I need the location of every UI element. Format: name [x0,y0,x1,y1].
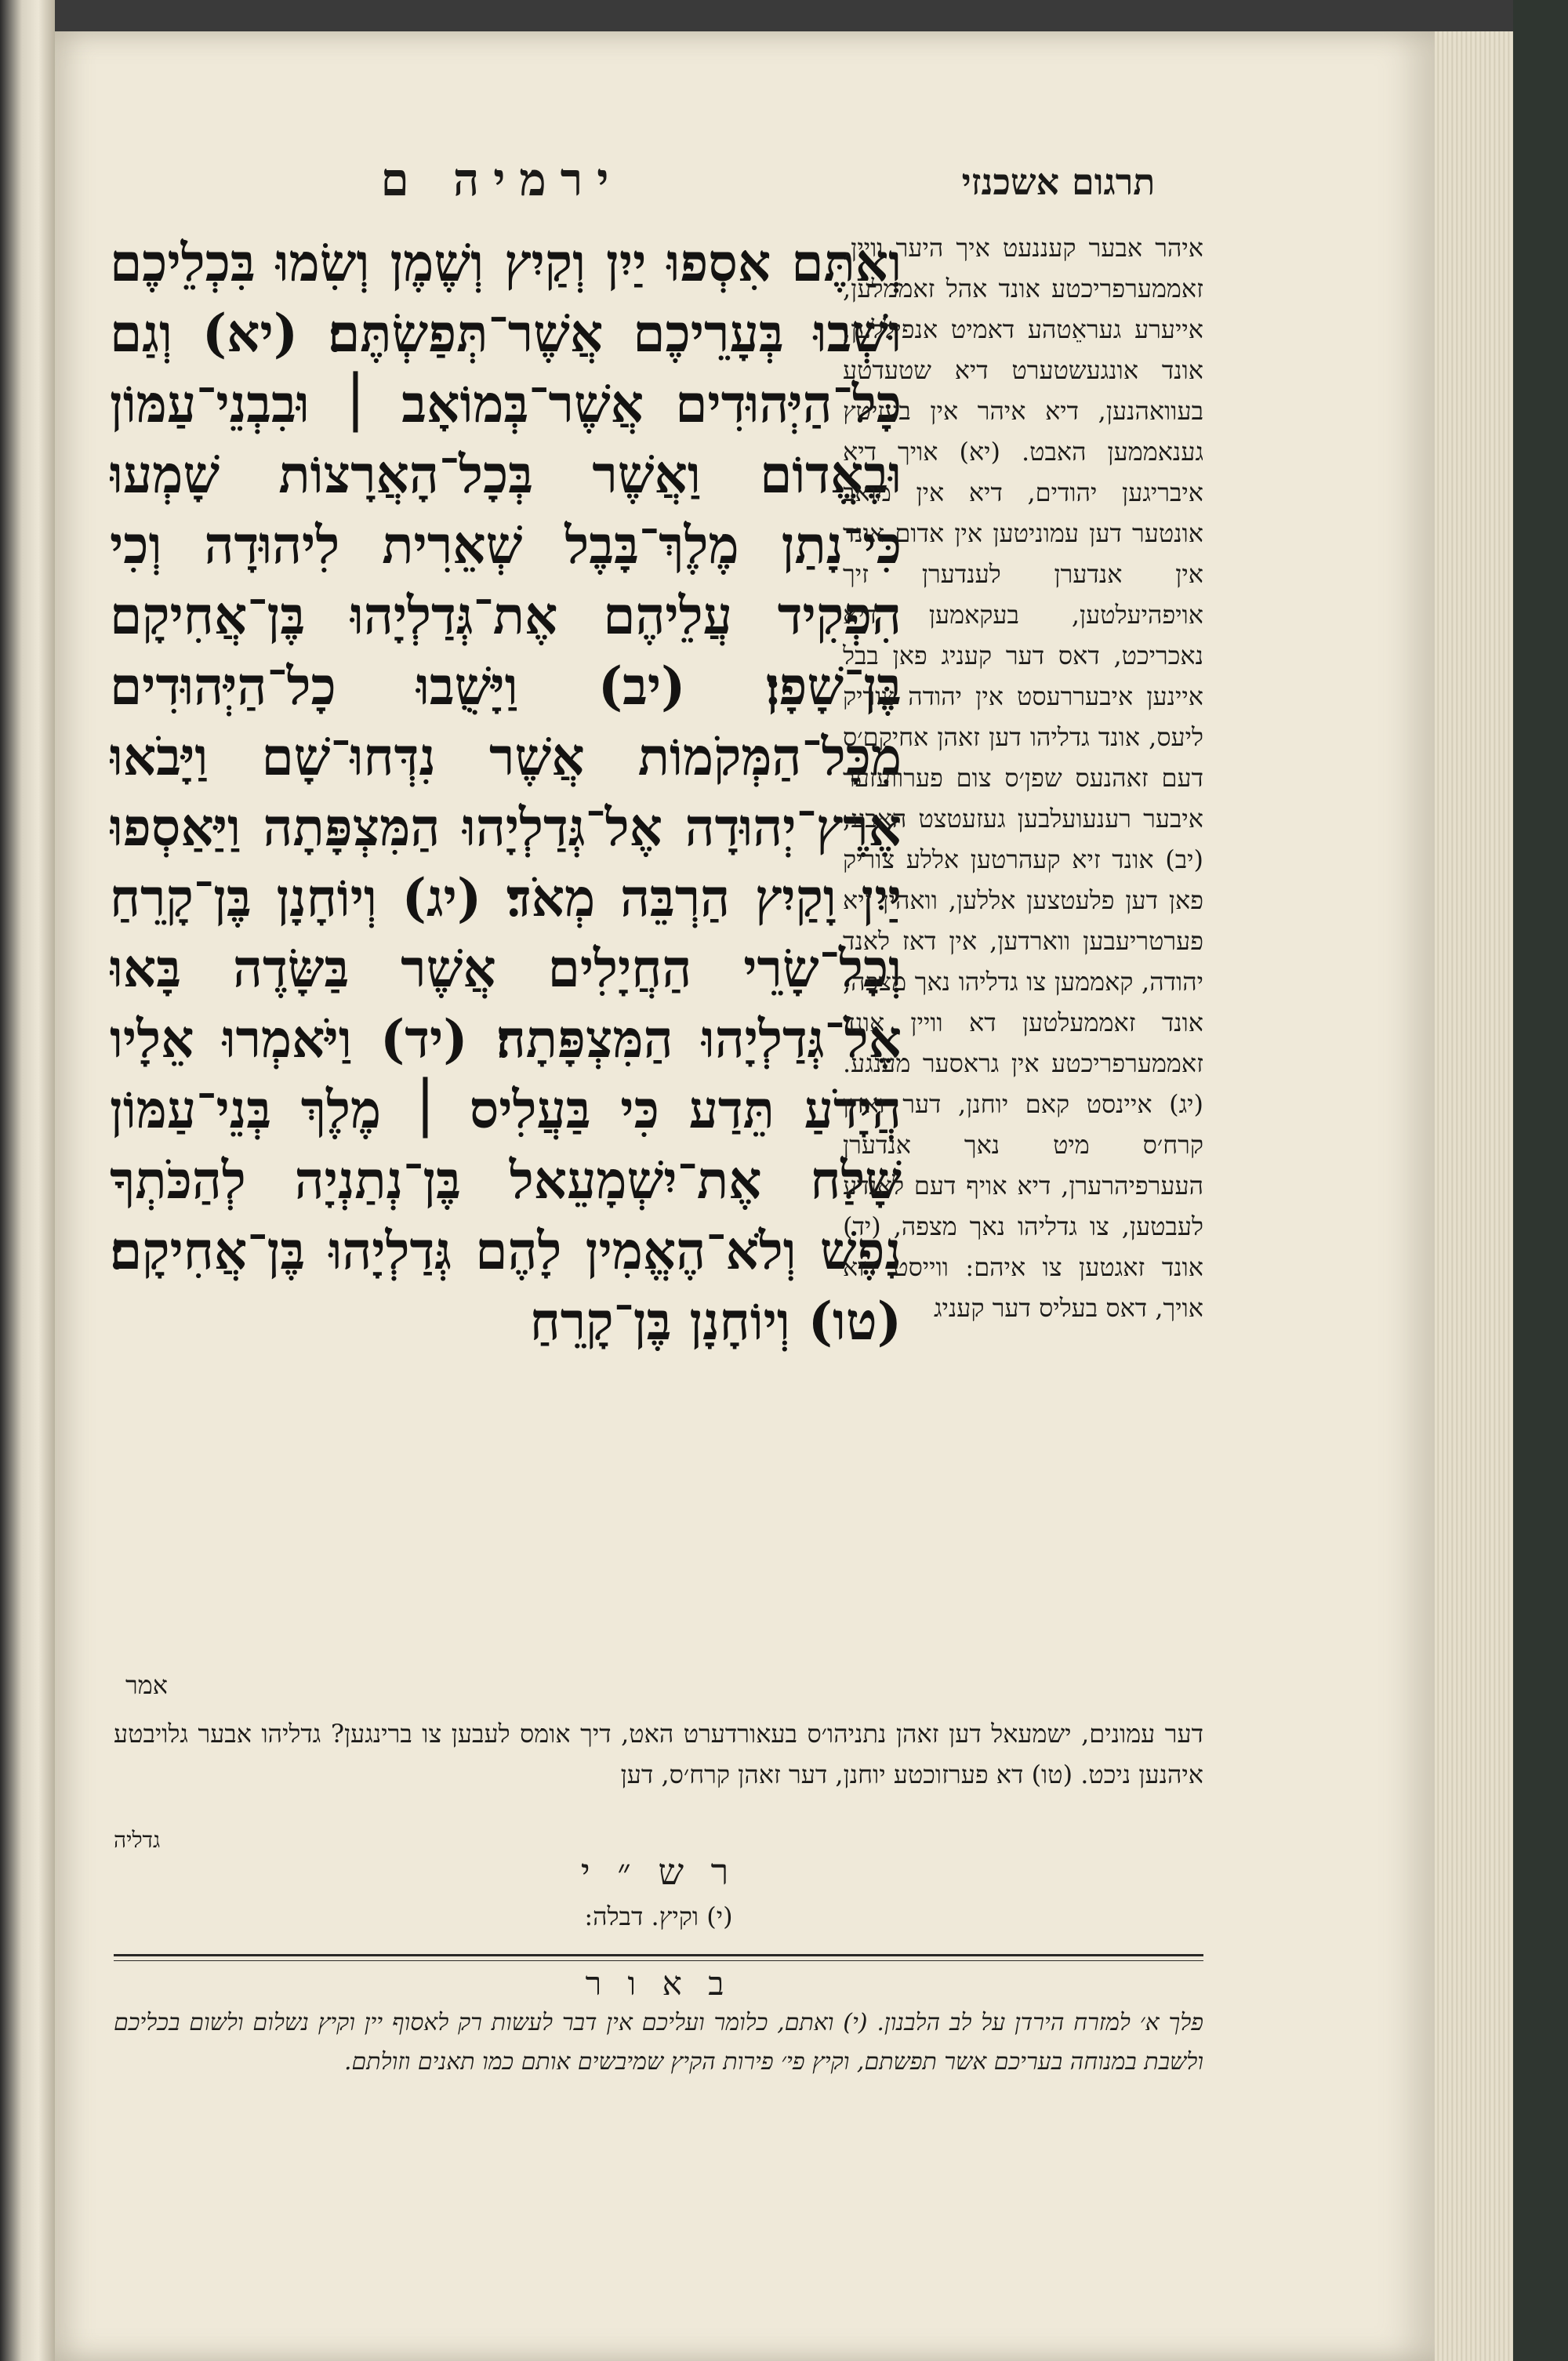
rashi-text: (י) וקיץ. דבלה: [584,1902,733,1931]
page-stack-edge [1435,31,1513,2361]
divider-rule [114,1954,1203,1956]
page-header-book-title: ירמיה ם [380,153,623,206]
rashi-title: ר ש ״ י [580,1851,737,1893]
catchword-main: אמר [125,1670,168,1700]
catchword-translation: גדליה [114,1827,161,1853]
background [1513,0,1568,2361]
divider-rule-thin [114,1960,1203,1961]
page-header-translation-title: תרגום אשכנזי [961,161,1156,203]
left-page-edge [0,0,55,2361]
translation-continuation: דער עמונים, ישמעאל דען זאהן נתניהו׳ס בעאורדערט האט, דיך אומס לעבען צו ברינגען? גדליהו אבער גלויבטע איהנען ניכט. (טו) דא פערזוכטע יוחנן, דער זאהן קרח׳ס, דען [114,1719,1204,1789]
biur-title: ב א ו ר [585,1964,732,2003]
translation-column: איהר אבער קעננעט איך היער וויין, זאממערפריכטע אונד אהל זאממלען, אייערע געראֵטהע דאמיט אנפיללען, אונד אונגעשטערט דיא שטעדטע בעוואהנען, דיא איהר אין בעזיטץ גענאממען האבט. (יא) אויך דיא איבריגען יהודים, דיא אין מואב אונטער דען עמוניטען אין אדום אונד אין אנדערן לענדערן זיך אויפהיעלטען, בעקאמען דיא נאכריכט, דאס דער קעניג פאן בבל איינען איבעררעסט אין יהודה צוריק ליעס, אונד גדליהו דען זאהן אחיקם׳ס דעם זאהנעס שפן׳ס צום פערוועזער איבער רענעועלבען געזעטצט האבע, (יב) אונד זיא קעהרטען אללע צוריק פאן דען פלעטצען אללען, וואהין זיא פערטריעבען ווארדען, אין דאז לאנד יהודה, קאממען צו גדליהו נאך מצפה, אונד זאממעלטען דא וויין אונד זאממערפריכטע אין גראסער מענגע. (יג) איינסט קאם יוחנן, דער זאהן קרח׳ס מיט נאך אנדערן העערפיהרערן, דיא אויף דעם לאנדע לעבטען, צו גדליהו נאך מצפה, (יד) אונד זאגטען צו איהם: ווייסט דוא אויך, דאס בעליס דער קעניג [843,233,1203,1323]
biur-text: פלך א׳ למזרח הירדן על לב הלבנון. (י) ואתם, כלומר ועליכם אין דבר לעשות רק לאסוף יין וקיץ נשלום ולשום בכליכם ולשבת במנוחה בעריכם אשר תפשתם, וקיץ פי׳ פירות הקיץ שמיבשים אותם כמו תאנים וזולתם. [114,2009,1203,2076]
main-hebrew-text: וְאַתֶּם אִסְפוּ יַיִן וְקַיִץ וְשֶׁמֶן וְשִׂמוּ בִּכְלֵיכֶם וּשְׁבוּ בְּעָרֵיכֶם אֲשֶׁר־תְּפַשְׂתֶּם׃ (יא) וְגַם כָּל־הַיְּהוּדִים אֲשֶׁר־בְּמוֹאָב ׀ וּבִבְנֵי־עַמּוֹן וּבֶאֱדוֹם וַאֲשֶׁר בְּכָל־הָאֲרָצוֹת שָׁמְעוּ כִּי־נָתַן מֶלֶךְ־בָּבֶל שְׁאֵרִית לִיהוּדָה וְכִי הִפְקִיד עֲלֵיהֶם אֶת־גְּדַלְיָהוּ בֶּן־אֲחִיקָם בֶּן־שָׁפָן׃ (יב) וַיָּשֻׁבוּ כָל־הַיְּהוּדִים מִכָּל־הַמְּקֹמוֹת אֲשֶׁר נִדְּחוּ־שָׁם וַיָּבֹאוּ אֶרֶץ־יְהוּדָה אֶל־גְּדַלְיָהוּ הַמִּצְפָּתָה וַיַּאַסְפוּ יַיִן וָקַיִץ הַרְבֵּה מְאֹד׃ (יג) וְיוֹחָנָן בֶּן־קָרֵחַ וְכָל־שָׂרֵי הַחֲיָלִים אֲשֶׁר בַּשָּׂדֶה בָּאוּ אֶל־גְּדַלְיָהוּ הַמִּצְפָּתָה׃ (יד) וַיֹּאמְרוּ אֵלָיו הֲיָדֹעַ תֵּדַע כִּי בַּעֲלִיס ׀ מֶלֶךְ בְּנֵי־עַמּוֹן שָׁלַח אֶת־יִשְׁמָעֵאל בֶּן־נְתַנְיָה לְהַכֹּתְךָ נָפֶשׁ וְלֹא־הֶאֱמִין לָהֶם גְּדַלְיָהוּ בֶּן־אֲחִיקָם׃ (טו) וְיוֹחָנָן בֶּן־קָרֵחַ [110,232,902,1352]
